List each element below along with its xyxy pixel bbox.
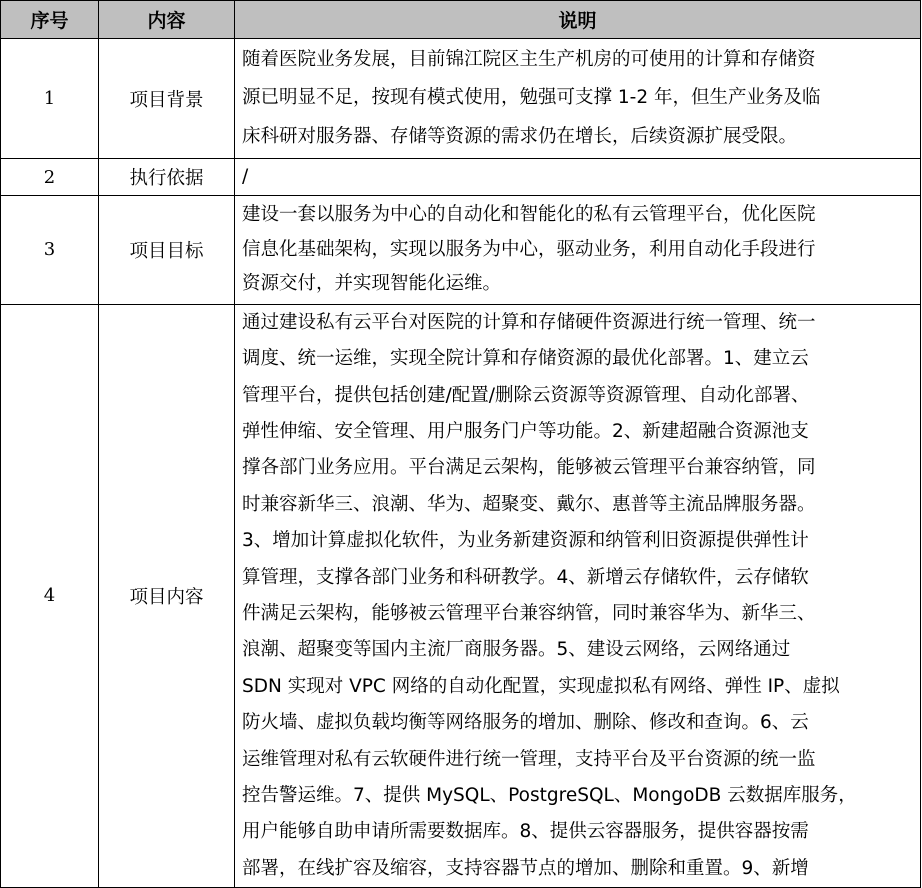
row-index: 1 (1, 39, 99, 159)
row-index: 2 (1, 159, 99, 196)
description-line: 源已明显不足，按现有模式使用，勉强可支撑 1-2 年，但生产业务及临 (242, 87, 821, 109)
row-item: 项目目标 (99, 196, 235, 305)
row-description (235, 196, 921, 305)
header-content: 内容 (99, 1, 235, 39)
description-line: 部署，在线扩容及缩容，支持容器节点的增加、删除和重置。9、新增 (242, 857, 809, 879)
description-line: 通过建设私有云平台对医院的计算和存储硬件资源进行统一管理、统一 (242, 311, 816, 333)
description-line: 3、增加计算虚拟化软件，为业务新建资源和纳管利旧资源提供弹性计 (242, 530, 809, 552)
header-index: 序号 (1, 1, 99, 39)
row-description (235, 39, 921, 159)
description-line: 管理平台，提供包括创建/配置/删除云资源等资源管理、自动化部署、 (242, 384, 810, 406)
description-line: SDN 实现对 VPC 网络的自动化配置，实现虚拟私有网络、弹性 IP、虚拟 (242, 675, 840, 697)
table-row (1, 196, 921, 305)
description-line: 建设一套以服务为中心的自动化和智能化的私有云管理平台，优化医院 (242, 204, 816, 226)
description-line: 防火墙、虚拟负载均衡等网络服务的增加、删除、修改和查询。6、云 (242, 712, 809, 734)
row-item: 项目内容 (99, 304, 235, 888)
description-line: 时兼容新华三、浪潮、华为、超聚变、戴尔、惠普等主流品牌服务器。 (242, 493, 816, 515)
description-line: 浪潮、超聚变等国内主流厂商服务器。5、建设云网络，云网络通过 (242, 639, 791, 661)
description-line: 算管理，支撑各部门业务和科研教学。4、新增云存储软件，云存储软 (242, 566, 809, 588)
description-line: 件满足云架构，能够被云管理平台兼容纳管，同时兼容华为、新华三、 (242, 602, 816, 624)
description-line: 调度、统一运维，实现全院计算和存储资源的最优化部署。1、建立云 (242, 348, 809, 370)
table-header-row (1, 1, 921, 39)
row-description (235, 159, 921, 196)
row-item: 项目背景 (99, 39, 235, 159)
row-index: 3 (1, 196, 99, 305)
description-line: 床科研对服务器、存储等资源的需求仍在增长，后续资源扩展受限。 (242, 125, 798, 147)
description-line: 资源交付，并实现智能化运维。 (242, 273, 502, 295)
table-row (1, 159, 921, 196)
row-index: 4 (1, 304, 99, 888)
table-row (1, 39, 921, 159)
table-row (1, 304, 921, 888)
header-description: 说明 (235, 1, 921, 39)
row-description (235, 304, 921, 888)
row-item: 执行依据 (99, 159, 235, 196)
description-line: 随着医院业务发展，目前锦江院区主生产机房的可使用的计算和存储资 (242, 49, 816, 70)
description-line: 撑各部门业务应用。平台满足云架构，能够被云管理平台兼容纳管，同 (242, 457, 816, 479)
description-line: 弹性伸缩、安全管理、用户服务门户等功能。2、新建超融合资源池支 (242, 420, 809, 442)
description-line: 运维管理对私有云软硬件进行统一管理，支持平台及平台资源的统一监 (242, 748, 816, 770)
description-line: 信息化基础架构，实现以服务为中心，驱动业务，利用自动化手段进行 (242, 238, 816, 260)
description-line: 控告警运维。7、提供 MySQL、PostgreSQL、MongoDB 云数据库服务， (242, 785, 857, 806)
description-line: / (242, 166, 249, 188)
description-line: 用户能够自助申请所需要数据库。8、提供云容器服务，提供容器按需 (242, 821, 809, 843)
